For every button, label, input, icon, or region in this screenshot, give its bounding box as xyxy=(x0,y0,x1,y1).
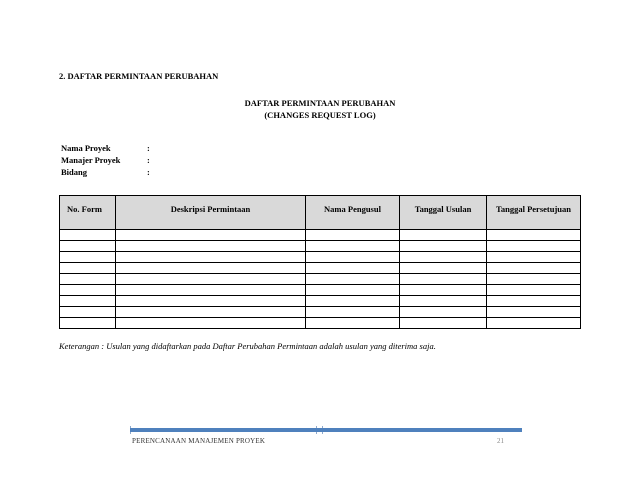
table-row xyxy=(60,241,581,252)
page-number: 21 xyxy=(497,437,504,445)
info-colon: : xyxy=(147,143,150,153)
table-cell xyxy=(400,241,487,252)
info-row-project-manager xyxy=(61,154,157,166)
table-cell xyxy=(400,252,487,263)
section-title: 2. DAFTAR PERMINTAAN PERUBAHAN xyxy=(59,71,219,81)
table-cell xyxy=(306,318,400,329)
table-cell xyxy=(306,263,400,274)
table-cell xyxy=(116,274,306,285)
table-spacer-row xyxy=(60,230,581,241)
table-cell xyxy=(487,318,581,329)
info-colon: : xyxy=(147,167,150,177)
header-approval-date: Tanggal Persetujuan xyxy=(487,196,581,230)
table-cell xyxy=(400,296,487,307)
table-cell xyxy=(116,307,306,318)
table-cell xyxy=(306,230,400,241)
table-cell xyxy=(400,318,487,329)
document-title: DAFTAR PERMINTAAN PERUBAHAN xyxy=(244,98,396,108)
table-cell xyxy=(60,263,116,274)
table-cell xyxy=(60,296,116,307)
table-cell xyxy=(60,318,116,329)
table-cell xyxy=(60,230,116,241)
info-row-project-name xyxy=(61,142,157,154)
table-cell xyxy=(487,296,581,307)
header-proposer-name: Nama Pengusul xyxy=(306,196,400,230)
table-header-row xyxy=(60,196,581,230)
table-cell xyxy=(400,274,487,285)
table-row xyxy=(60,296,581,307)
table-cell xyxy=(487,230,581,241)
table-cell xyxy=(400,307,487,318)
table-cell xyxy=(116,263,306,274)
table-cell xyxy=(306,274,400,285)
info-colon: : xyxy=(147,155,150,165)
footer-title: PERENCANAAN MANAJEMEN PROYEK xyxy=(132,437,266,445)
table-cell xyxy=(306,241,400,252)
table-row xyxy=(60,274,581,285)
info-label: Bidang xyxy=(61,167,87,177)
table-cell xyxy=(487,307,581,318)
header-proposal-date: Tanggal Usulan xyxy=(400,196,487,230)
project-info xyxy=(61,142,157,178)
table-cell xyxy=(306,252,400,263)
document-subtitle: (CHANGES REQUEST LOG) xyxy=(264,110,376,120)
header-form-number: No. Form xyxy=(60,196,116,230)
table-cell xyxy=(400,263,487,274)
table-row xyxy=(60,318,581,329)
table-row xyxy=(60,263,581,274)
table-cell xyxy=(487,263,581,274)
table-cell xyxy=(116,296,306,307)
table-cell xyxy=(487,274,581,285)
note-text: Keterangan : Usulan yang didaftarkan pada Daftar Perubahan Permintaan adalah usulan yang diterima saja. xyxy=(59,341,436,351)
table-cell xyxy=(116,230,306,241)
table-cell xyxy=(400,230,487,241)
table-cell xyxy=(116,318,306,329)
info-label: Nama Proyek xyxy=(61,143,111,153)
table-cell xyxy=(60,307,116,318)
table-cell xyxy=(306,285,400,296)
change-request-table xyxy=(59,195,581,329)
table-cell xyxy=(116,285,306,296)
table-cell xyxy=(306,296,400,307)
table-cell xyxy=(487,285,581,296)
table-row xyxy=(60,252,581,263)
table-cell xyxy=(60,241,116,252)
table-cell xyxy=(400,285,487,296)
table-cell xyxy=(487,252,581,263)
table-cell xyxy=(60,285,116,296)
info-row-field xyxy=(61,166,157,178)
table-row xyxy=(60,285,581,296)
table-cell xyxy=(116,241,306,252)
header-request-description: Deskripsi Permintaan xyxy=(116,196,306,230)
table-cell xyxy=(116,252,306,263)
footer-accent-bar xyxy=(130,428,522,432)
table-cell xyxy=(306,307,400,318)
table-cell xyxy=(60,252,116,263)
table-row xyxy=(60,307,581,318)
info-label: Manajer Proyek xyxy=(61,155,121,165)
table-cell xyxy=(60,274,116,285)
table-cell xyxy=(487,241,581,252)
table-body xyxy=(60,230,581,329)
